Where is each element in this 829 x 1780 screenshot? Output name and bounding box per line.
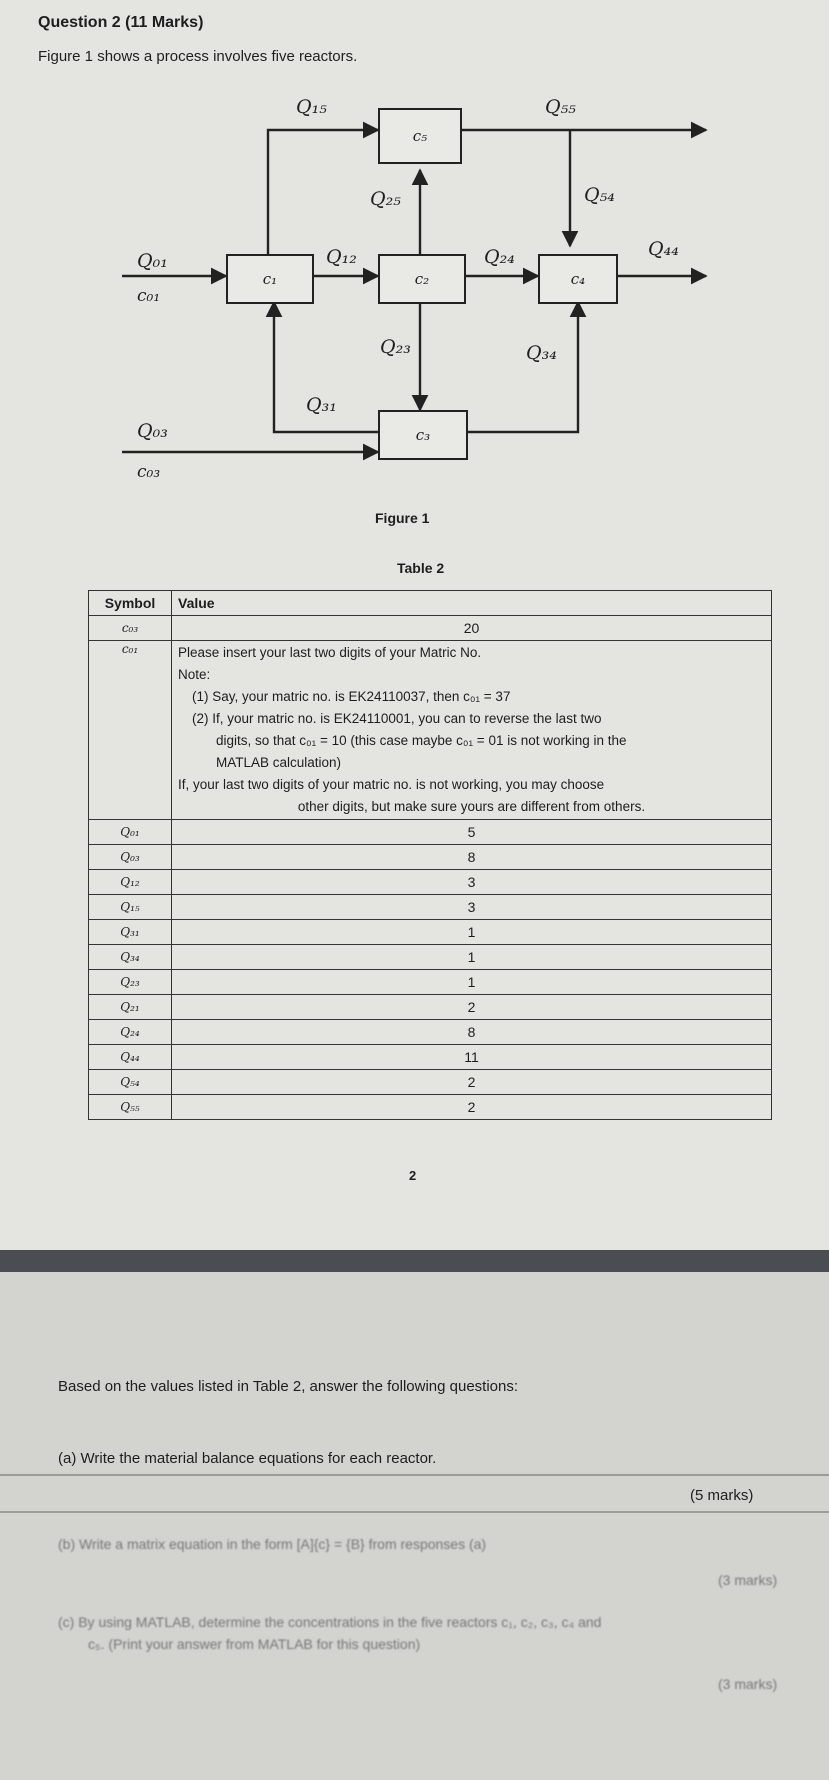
table-row [89, 920, 772, 945]
table-row [89, 970, 772, 995]
table-row [89, 1070, 772, 1095]
cell-symbol: Q₂₁ [89, 995, 172, 1020]
label-q03: Q₀₃ [137, 420, 168, 442]
note-line: other digits, but make sure yours are different from others. [297, 799, 646, 814]
cell-symbol: Q₃₄ [89, 945, 172, 970]
header-symbol: Symbol [89, 591, 172, 616]
cell-symbol: Q₁₂ [89, 870, 172, 895]
table-row [89, 616, 772, 641]
cell-symbol: Q₂₃ [89, 970, 172, 995]
label-c01: c₀₁ [137, 286, 161, 306]
divider [0, 1474, 829, 1476]
reactor-c2: c₂ [378, 254, 466, 304]
label-q25: Q₂₅ [370, 188, 401, 210]
cell-symbol: Q₄₄ [89, 1045, 172, 1070]
label-q24: Q₂₄ [484, 246, 515, 268]
figure-caption: Figure 1 [375, 510, 430, 526]
part-c-line-1: (c) By using MATLAB, determine the concentrations in the five reactors c₁, c₂, c₃, c₄ and [58, 1614, 602, 1630]
cell-symbol: Q₁₅ [89, 895, 172, 920]
page-number: 2 [409, 1168, 417, 1183]
cell-note [172, 641, 772, 820]
cell-value: 11 [172, 1045, 772, 1070]
table-row [89, 1020, 772, 1045]
reactor-c1: c₁ [226, 254, 314, 304]
question-title: Question 2 (11 Marks) [38, 14, 204, 31]
table-row [89, 870, 772, 895]
instruction: Based on the values listed in Table 2, answer the following questions: [58, 1378, 519, 1395]
part-a-marks: (5 marks) [690, 1487, 754, 1504]
part-b-marks: (3 marks) [718, 1572, 778, 1588]
cell-value: 3 [172, 870, 772, 895]
note-line: (1) Say, your matric no. is EK24110037, then c₀₁ = 37 [192, 689, 511, 704]
note-line: Please insert your last two digits of your Matric No. [178, 645, 482, 660]
part-a: (a) Write the material balance equations for each reactor. [58, 1450, 437, 1467]
table-row [89, 1045, 772, 1070]
cell-value: 8 [172, 1020, 772, 1045]
table-row [89, 845, 772, 870]
label-q23: Q₂₃ [380, 336, 411, 358]
cell-value: 20 [172, 616, 772, 641]
cell-value: 1 [172, 920, 772, 945]
divider [0, 1511, 829, 1513]
part-b: (b) Write a matrix equation in the form [A]{c} = {B} from responses (a) [58, 1536, 487, 1552]
table-header-row [89, 591, 772, 616]
label-q31: Q₃₁ [306, 394, 337, 416]
cell-symbol: Q₃₁ [89, 920, 172, 945]
cell-value: 5 [172, 820, 772, 845]
cell-value: 1 [172, 945, 772, 970]
table-2 [88, 590, 772, 1120]
cell-symbol: Q₂₄ [89, 1020, 172, 1045]
table-row [89, 820, 772, 845]
cell-value: 2 [172, 1070, 772, 1095]
label-q12: Q₁₂ [326, 246, 357, 268]
label-q54: Q₅₄ [584, 184, 615, 206]
note-line: Note: [178, 667, 211, 682]
table-caption: Table 2 [397, 560, 445, 576]
figure-1 [0, 80, 829, 526]
reactor-c4: c₄ [538, 254, 618, 304]
label-q55: Q₅₅ [545, 96, 576, 118]
cell-value: 2 [172, 995, 772, 1020]
table-row [89, 895, 772, 920]
cell-symbol: Q₅₄ [89, 1070, 172, 1095]
page-2 [0, 1272, 829, 1780]
cell-value: 8 [172, 845, 772, 870]
cell-symbol: Q₀₃ [89, 845, 172, 870]
table-row [89, 641, 772, 820]
reactor-c3: c₃ [378, 410, 468, 460]
label-q01: Q₀₁ [137, 250, 168, 272]
label-q15: Q₁₅ [296, 96, 327, 118]
label-q34: Q₃₄ [526, 342, 557, 364]
part-c-marks: (3 marks) [718, 1676, 778, 1692]
cell-symbol: c₀₃ [89, 616, 172, 641]
reactor-c5: c₅ [378, 108, 462, 164]
question-intro: Figure 1 shows a process involves five reactors. [38, 48, 358, 65]
note-line: digits, so that c₀₁ = 10 (this case maybe c₀₁ = 01 is not working in the [216, 733, 627, 748]
cell-symbol: Q₅₅ [89, 1095, 172, 1120]
header-value: Value [172, 591, 772, 616]
note-line: (2) If, your matric no. is EK24110001, you can to reverse the last two [192, 711, 602, 726]
table-row [89, 1095, 772, 1120]
part-c-line-2: c₅. (Print your answer from MATLAB for this question) [88, 1636, 421, 1652]
page-gap [0, 1250, 829, 1272]
cell-value: 3 [172, 895, 772, 920]
cell-value: 1 [172, 970, 772, 995]
cell-symbol: c₀₁ [89, 641, 172, 820]
label-c03: c₀₃ [137, 462, 161, 482]
cell-value: 2 [172, 1095, 772, 1120]
note-line: MATLAB calculation) [216, 755, 342, 770]
table-row [89, 945, 772, 970]
note-line: If, your last two digits of your matric no. is not working, you may choose [178, 777, 605, 792]
table-row [89, 995, 772, 1020]
cell-symbol: Q₀₁ [89, 820, 172, 845]
label-q44: Q₄₄ [648, 238, 679, 260]
